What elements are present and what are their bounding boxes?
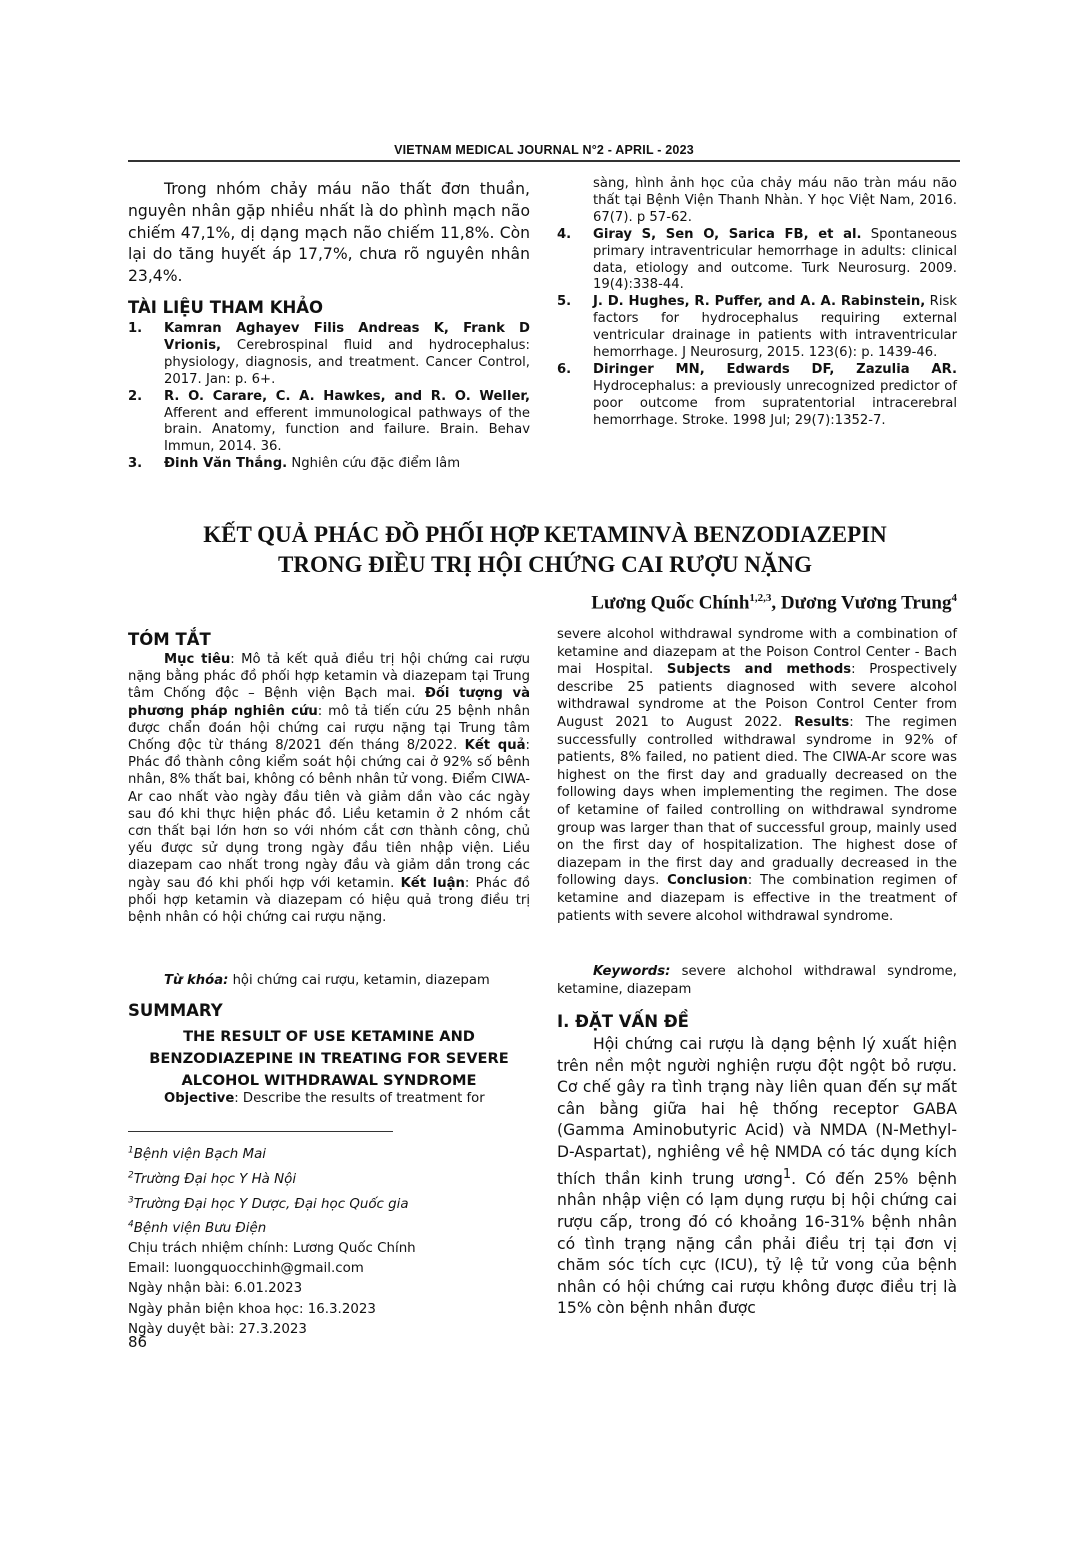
reference-text <box>593 176 957 227</box>
text-run: : Mô tả kết quả điều trị hội chứng cai rượu nặng bằng phác đồ phối hợp ketamin và diazepam tại Trung tâm Chống độc – Bệnh viện Bạch mai. <box>128 652 530 702</box>
date-received: Ngày nhận bài: 6.01.2023 <box>128 1281 303 1297</box>
text-run: : Phác đồ phối hợp ketamin và diazepam có hiệu quả trong điều trị bệnh nhân có hội chứng cai rượu nặng. <box>128 875 530 926</box>
reference-item <box>557 294 957 362</box>
date-reviewed: Ngày phản biện khoa học: 16.3.2023 <box>128 1301 376 1317</box>
bold-run: Đối tượng và phương pháp nghiên cứu <box>128 686 530 719</box>
reference-text <box>593 227 957 295</box>
reference-item <box>128 389 530 457</box>
text-run: 1 <box>782 1166 792 1182</box>
abstract-vi <box>128 651 530 926</box>
reference-number: 3. <box>128 456 143 472</box>
affiliation: $^1$Bệnh viện Bạch Mai <box>128 1146 266 1163</box>
text-run: : Prospectively describe 25 patients diagnosed with severe alcohol withdrawal syndrome at the Poison Control Center from August 2021 to August 2022. <box>557 662 957 730</box>
author-affiliation: 4 <box>951 592 957 604</box>
article-title-line1: KẾT QUẢ PHÁC ĐỒ PHỐI HỢP KETAMINVÀ BENZODIAZEPIN <box>203 522 887 547</box>
reference-item <box>128 321 530 389</box>
text-run: Spontaneous primary intraventricular hemorrhage in adults: clinical data, etiology and outcome. Turk Neurosurg. 2009. 19(4):338-44. <box>593 226 957 293</box>
bold-run: Subjects and methods <box>666 662 852 678</box>
reference-number: 2. <box>128 388 143 404</box>
reference-text <box>164 321 530 389</box>
reference-text <box>164 456 530 473</box>
bold-run: Diringer MN, Edwards DF, Zazulia AR. <box>593 361 957 377</box>
text-run: Trong nhóm chảy máu não thất đơn thuần, nguyên nhân gặp nhiều nhất là do phình mạch não chiếm 47,1%, dị dạng mạch não chiếm 11,8%. Còn lại do tăng huyết áp 17,7%, chưa rõ nguyên nhân 23,4%. <box>128 180 530 286</box>
affiliation: $^3$Trường Đại học Y Dược, Đại học Quốc gia <box>128 1195 409 1212</box>
section1-body <box>557 1034 957 1320</box>
bold-run: Kết luận <box>400 875 465 891</box>
prev-article-paragraph <box>128 179 530 288</box>
reference-item <box>557 227 957 295</box>
abstract-vi-heading: TÓM TẮT <box>128 630 211 649</box>
text-run: severe alchohol withdrawal syndrome, ketamine, diazepam <box>557 964 957 997</box>
text-run: hội chứng cai rượu, ketamin, diazepam <box>228 973 490 988</box>
bold-run: Giray S, Sen O, Sarica FB, et al. <box>593 226 862 242</box>
summary-title-line: BENZODIAZEPINE IN TREATING FOR SEVERE <box>149 1050 509 1067</box>
keywords-en <box>557 963 957 998</box>
reference-number: 1. <box>128 321 143 336</box>
bold-run: Results <box>794 714 850 730</box>
affiliation: $^2$Trường Đại học Y Hà Nội <box>128 1170 297 1188</box>
author-name: Lương Quốc Chính <box>591 592 750 614</box>
text-run: severe alcohol withdrawal syndrome with a combination of ketamine and diazepam at the Poison Control Center - Bach mai Hospital. <box>557 627 957 678</box>
reference-text <box>593 362 957 430</box>
corresponding-author: Chịu trách nhiệm chính: Lương Quốc Chính <box>128 1241 416 1257</box>
abstract-en <box>557 626 957 925</box>
text-run: : Describe the results of treatment for <box>234 1091 485 1106</box>
bold-run: J. D. Hughes, R. Puffer, and A. A. Rabinstein, <box>593 294 926 310</box>
summary-title-line: THE RESULT OF USE KETAMINE AND <box>183 1028 475 1045</box>
affiliation: $^4$Bệnh viện Bưu Điện <box>128 1219 267 1237</box>
summary-heading: SUMMARY <box>128 1001 223 1020</box>
reference-item <box>128 456 530 473</box>
text-run: : mô tả tiến cứu 25 bệnh nhân được chẩn đoán hội chứng cai rượu nặng tại Trung tâm Chống độc từ tháng 8/2021 đến tháng 8/2022. <box>128 703 530 754</box>
text-run: : Phác đồ thành công kiểm soát hội chứng cai ở 92% số bênh nhân, 8% thất bai, không có bênh nhân tử vong. Điểm CIWA-Ar cao nhất vào ngày đầu tiên và giảm dần vào các ngày sau đó khi thực hiện phác đồ. Liều ketamin ở 2 nhóm cắt cơn thất bại lớn hơn so với nhóm cắt cơn thành công, chủ yếu được sử dụng trong ngày đầu tiên nhập viện. Liều diazepam cao nhất trong ngày đầu và giảm dần trong các ngày sau đó khi phối hợp với ketamin. <box>128 738 531 891</box>
reference-item <box>557 362 957 430</box>
authors <box>591 592 957 614</box>
bold-run: Kết quả <box>464 738 526 754</box>
bold-run: Keywords: <box>593 964 671 979</box>
text-run: Afferent and efferent immunological pathways of the brain. Anatomy, function and failure. Brain. Behav Immun, 2014. 36. <box>164 405 530 455</box>
bold-run: Kamran Aghayev Filis Andreas K, Frank D Vrionis, <box>164 321 530 353</box>
reference-text <box>164 389 530 457</box>
summary-title <box>128 1026 530 1092</box>
bold-run: Objective <box>164 1091 235 1106</box>
reference-number: 5. <box>557 294 572 310</box>
bold-run: Conclusion <box>667 873 748 889</box>
bold-run: Đinh Văn Thắng. <box>164 456 288 472</box>
author-name: Dương Vương Trung <box>780 592 952 614</box>
reference-text <box>593 294 957 362</box>
text-run: sàng, hình ảnh học của chảy máu não tràn máu não thất tại Bệnh Viện Thanh Nhàn. Y học Việt Nam, 2016. 67(7). p 57-62. <box>593 176 957 225</box>
summary-title-line: ALCOHOL WITHDRAWAL SYNDROME <box>181 1072 477 1089</box>
references-left <box>128 321 530 473</box>
page-number: 86 <box>128 1333 148 1351</box>
reference-number <box>557 176 593 227</box>
reference-item <box>557 176 957 227</box>
text-run: . Có đến 25% bệnh nhân nhập viện có lạm dụng rượu bị hội chứng cai rượu cấp, trong đó có khoảng 16-31% bệnh nhân có tình trạng nặng cần phải điều trị tại đơn vị chăm sóc tích cực (ICU), tỷ lệ tử vong của bệnh nhân có hội chứng cai rượu không được điều trị là 15% còn bệnh nhân được <box>557 1169 957 1318</box>
article-title-line2: TRONG ĐIỀU TRỊ HỘI CHỨNG CAI RƯỢU NẶNG <box>278 552 812 577</box>
abstract-en-start <box>128 1090 530 1107</box>
footnotes <box>128 1141 530 1340</box>
author-affiliation: 1,2,3 <box>749 592 772 604</box>
bold-run: Từ khóa: <box>164 973 229 988</box>
text-run: Hydrocephalus: a previously unrecognized predictor of poor outcome from supratentorial intracerebral hemorrhage. Stroke. 1998 Jul; 29(7):1352-7. <box>593 378 957 428</box>
footnote-divider <box>128 1131 393 1132</box>
text-run: : The combination regimen of ketamine and diazepam is effective in the treatment of patients with severe alcohol withdrawal syndrome. <box>557 873 957 924</box>
author-separator: , <box>771 592 781 614</box>
date-accepted: Ngày duyệt bài: 27.3.2023 <box>128 1321 307 1337</box>
journal-header: VIETNAM MEDICAL JOURNAL N°2 - APRIL - 2023 <box>394 143 694 157</box>
keywords-vi <box>128 972 530 989</box>
text-run: Nghiên cứu đặc điểm lâm <box>287 456 461 472</box>
section1-heading: I. ĐẶT VẤN ĐỀ <box>557 1012 689 1031</box>
header-divider <box>128 160 960 162</box>
email: Email: luongquocchinh@gmail.com <box>128 1261 364 1277</box>
text-run: Cerebrospinal fluid and hydrocephalus: physiology, diagnosis, and treatment. Cancer Control, 2017. Jan: p. 6+. <box>164 337 530 387</box>
reference-number: 4. <box>557 226 572 242</box>
text-run: : The regimen successfully controlled withdrawal syndrome in 92% of patients, 8% failed, no patient died. The CIWA-Ar score was highest on the first day and gradually decreased on the following days when implementing the regimen. The dose of ketamine of failed controlling on withdrawal syndrome group was larger than that of successful group, mainly used on the first day of hospitalization. The highest dose of diazepam in the first day and gradually decreased in the following days. <box>557 714 958 889</box>
bold-run: Mục tiêu <box>164 652 231 667</box>
reference-number: 6. <box>557 361 572 377</box>
references-right <box>557 176 957 430</box>
references-heading: TÀI LIỆU THAM KHẢO <box>128 298 324 317</box>
text-run: Risk factors for hydrocephalus requiring external ventricular drainage in patients with intraventricular hemorrhage. J Neurosurg, 2015. 123(6): p. 1439-46. <box>593 294 958 361</box>
bold-run: R. O. Carare, C. A. Hawkes, and R. O. Weller, <box>164 388 530 404</box>
text-run: Hội chứng cai rượu là dạng bệnh lý xuất hiện trên nền một người nghiện rượu đột ngột bỏ rượu. Cơ chế gây ra tình trạng này liên quan đến sự mất cân bằng giữa hai hệ thống receptor GABA (Gamma Aminobutyric Acid) và NMDA (N-Methyl-D-Aspartat), nghiêng về hệ NMDA có tác dụng kích thích thần kinh trung ương <box>557 1035 957 1188</box>
